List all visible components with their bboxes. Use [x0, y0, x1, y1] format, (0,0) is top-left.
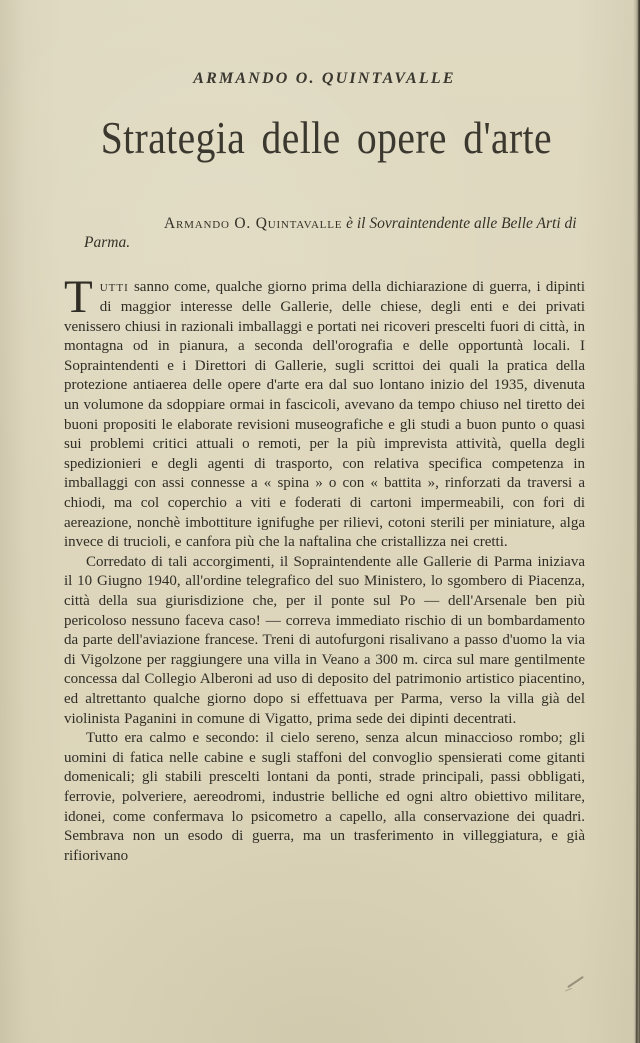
pencil-mark — [567, 976, 584, 988]
paragraph-1-text: sanno come, qualche giorno prima della dichiarazione di guerra, i dipinti di maggior interesse delle Gallerie, delle chiese, degli enti e dei privati venissero chiusi in razionali imballaggi e portati nei ricoveri prescelti fuori di città, in montagna od in pianura, a seconda dell'orografia e delle opportuntà locali. I Sopraintendenti e i Direttori di Gallerie, sugli scrittoi dei quali la pratica della protezione antiaerea delle opere d'arte era dal suo lontano inizio del 1935, divenuta un volumone da sdoppiare ormai in fascicoli, avevano da tempo chiuso nel tiretto dei buoni propositi le elaborate revisioni museografiche e gli studi a buon punto o quasi sui problemi critici attuali o remoti, per la più imprevista attività, quella degli spedizionieri e degli agenti di trasporto, con relativa specifica competenza in imballaggi con assi connesse a « spina » o con « battita », rinforzati da traversi a chiodi, ma col coperchio a viti e foderati di cartoni impermeabili, con fori di aereazione, nonchè imbottiture ignifughe per rilievi, cotoni sterili per miniature, alga invece di trucioli, e canfora più che la naftalina che cristallizza nei cretti. — [64, 279, 585, 551]
byline — [64, 214, 585, 252]
body-text — [64, 271, 585, 866]
drop-cap: T — [64, 271, 93, 324]
byline-author-name: Armando O. Quintavalle — [164, 215, 343, 233]
title-block — [64, 112, 585, 165]
paragraph-3: Tutto era calmo e secondo: il cielo sereno, senza alcun minaccioso rombo; gli uomini di fatica nelle cabine e sugli staffoni del convoglio spensierati come gitanti domenicali; gli stabili prescelti lontani da ponti, strade principali, passi obbligati, ferrovie, polveriere, aereodromi, industrie belliche ed ogni altro obiettivo militare, idonei, come confermava lo psicometro a capello, alla conservazione dei quadri. Sembrava non un esodo di guerra, ma un trasferimento in villeggiatura, e già rifiorivano — [64, 730, 585, 864]
text-column — [64, 0, 585, 866]
page-title: Strategia delle opere d'arte — [100, 111, 553, 163]
paragraph-1-lead: utti — [99, 279, 129, 296]
paragraph-1 — [64, 271, 585, 552]
byline-text: è il Sovraintendente alle Belle Arti di Parma. — [84, 215, 577, 252]
author-heading: ARMANDO O. QUINTAVALLE — [193, 70, 456, 87]
paragraph-2: Corredato di tali accorgimenti, il Sopraintendente alle Gallerie di Parma iniziava il 10 Giugno 1940, all'ordine telegrafico del suo Ministero, lo sgombero di Piacenza, città della sua giurisdizione che, per il ponte sul Po — dell'Arsenale ben più pericoloso nessuno faceva caso! — correva immediato rischio di un bombardamento da parte dell'aviazione francese. Treni di autofurgoni risalivano a passo d'uomo la via di Vigolzone per raggiungere una villa in Veano a 300 m. circa sul mare gentilmente concessa dal Collegio Alberoni ad uso di deposito del patrimonio artistico piacentino, ed altrettanto qualche giorno dopo si effettuava per Parma, verso la villa già del violinista Paganini in comune di Vigatto, prima sede dei dipinti decentrati. — [64, 553, 585, 727]
